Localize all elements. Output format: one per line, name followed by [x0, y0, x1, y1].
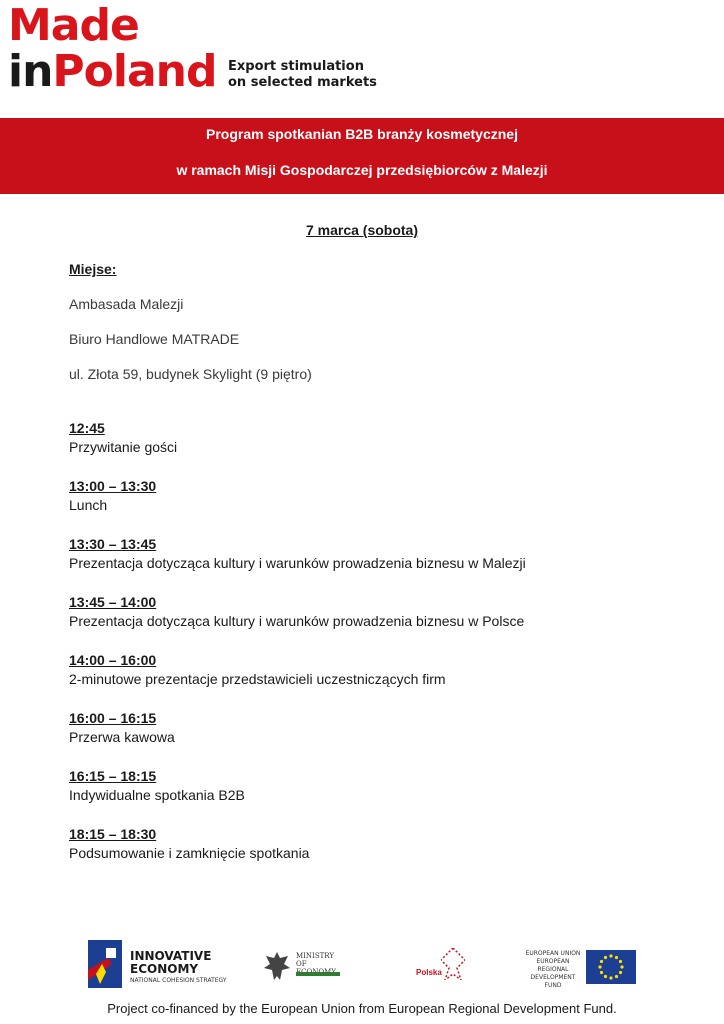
tagline	[228, 59, 377, 91]
agenda-item	[69, 535, 526, 573]
footer-logos	[0, 938, 724, 998]
logo-in-poland	[8, 46, 217, 97]
banner-title-line2: w ramach Misji Gospodarczej przedsiębiorców z Malezji	[176, 162, 548, 178]
logo-in: in	[8, 46, 53, 97]
agenda-time: 13:30 – 13:45	[69, 536, 157, 552]
innovative-economy-logo-text	[130, 950, 227, 985]
agenda-item	[69, 825, 309, 863]
polish-eagle-icon	[262, 950, 292, 982]
agenda-description: Lunch	[69, 497, 108, 513]
agenda-time: 16:15 – 18:15	[69, 768, 157, 784]
agenda-time: 13:00 – 13:30	[69, 478, 157, 494]
ie-line3: NATIONAL COHESION STRATEGY	[130, 977, 227, 984]
agenda-item	[69, 419, 177, 457]
tagline-line2: on selected markets	[228, 75, 377, 90]
ie-line1: INNOVATIVE	[130, 949, 212, 963]
place-label: Miejse:	[69, 261, 117, 277]
place-line: Ambasada Malezji	[69, 296, 184, 312]
place-line: ul. Złota 59, budynek Skylight (9 piętro)	[69, 366, 312, 382]
moe-line2: OF	[296, 960, 307, 968]
agenda-item	[69, 651, 446, 689]
eu-line1: EUROPEAN UNION	[525, 950, 581, 957]
eu-logo-text	[522, 950, 584, 990]
eu-line3: DEVELOPMENT FUND	[530, 974, 576, 989]
agenda-time: 14:00 – 16:00	[69, 652, 157, 668]
agenda-item	[69, 709, 175, 747]
agenda-description: Prezentacja dotycząca kultury i warunków prowadzenia biznesu w Polsce	[69, 613, 525, 629]
agenda-description: Przerwa kawowa	[69, 729, 175, 745]
tagline-line1: Export stimulation	[228, 59, 364, 74]
innovative-economy-flag-icon	[88, 940, 122, 988]
made-in-poland-logo	[8, 0, 428, 114]
logo-made: Made	[8, 0, 139, 51]
ie-line2: ECONOMY	[130, 962, 199, 976]
agenda-time: 12:45	[69, 420, 105, 436]
agenda-description: 2-minutowe prezentacje przedstawicieli uczestniczących firm	[69, 671, 446, 687]
place-section	[69, 260, 312, 382]
place-line: Biuro Handlowe MATRADE	[69, 331, 240, 347]
agenda-description: Podsumowanie i zamknięcie spotkania	[69, 845, 310, 861]
banner-title-line1: Program spotkanian B2B branży kosmetycznej	[206, 126, 518, 142]
agenda-time: 16:00 – 16:15	[69, 710, 157, 726]
logo-poland: Poland	[52, 46, 217, 97]
eu-flag-icon	[586, 950, 636, 984]
ministry-band	[296, 972, 340, 976]
agenda-description: Przywitanie gości	[69, 439, 178, 455]
moe-line1: MINISTRY	[296, 952, 334, 960]
agenda-time: 18:15 – 18:30	[69, 826, 157, 842]
polska-logo-text: Polska	[416, 968, 442, 977]
agenda-item	[69, 477, 156, 515]
date-heading: 7 marca (sobota)	[305, 222, 419, 238]
agenda-description: Prezentacja dotycząca kultury i warunków prowadzenia biznesu w Malezji	[69, 555, 526, 571]
agenda-item	[69, 593, 524, 631]
agenda-description: Indywidualne spotkania B2B	[69, 787, 245, 803]
polska-brand-icon	[441, 948, 465, 980]
title-banner	[0, 118, 724, 194]
eu-line2: EUROPEAN REGIONAL	[536, 958, 570, 973]
agenda-item	[69, 767, 245, 805]
agenda-time: 13:45 – 14:00	[69, 594, 157, 610]
cofinancing-note: Project co-financed by the European Union from European Regional Development Fund.	[107, 1001, 617, 1016]
